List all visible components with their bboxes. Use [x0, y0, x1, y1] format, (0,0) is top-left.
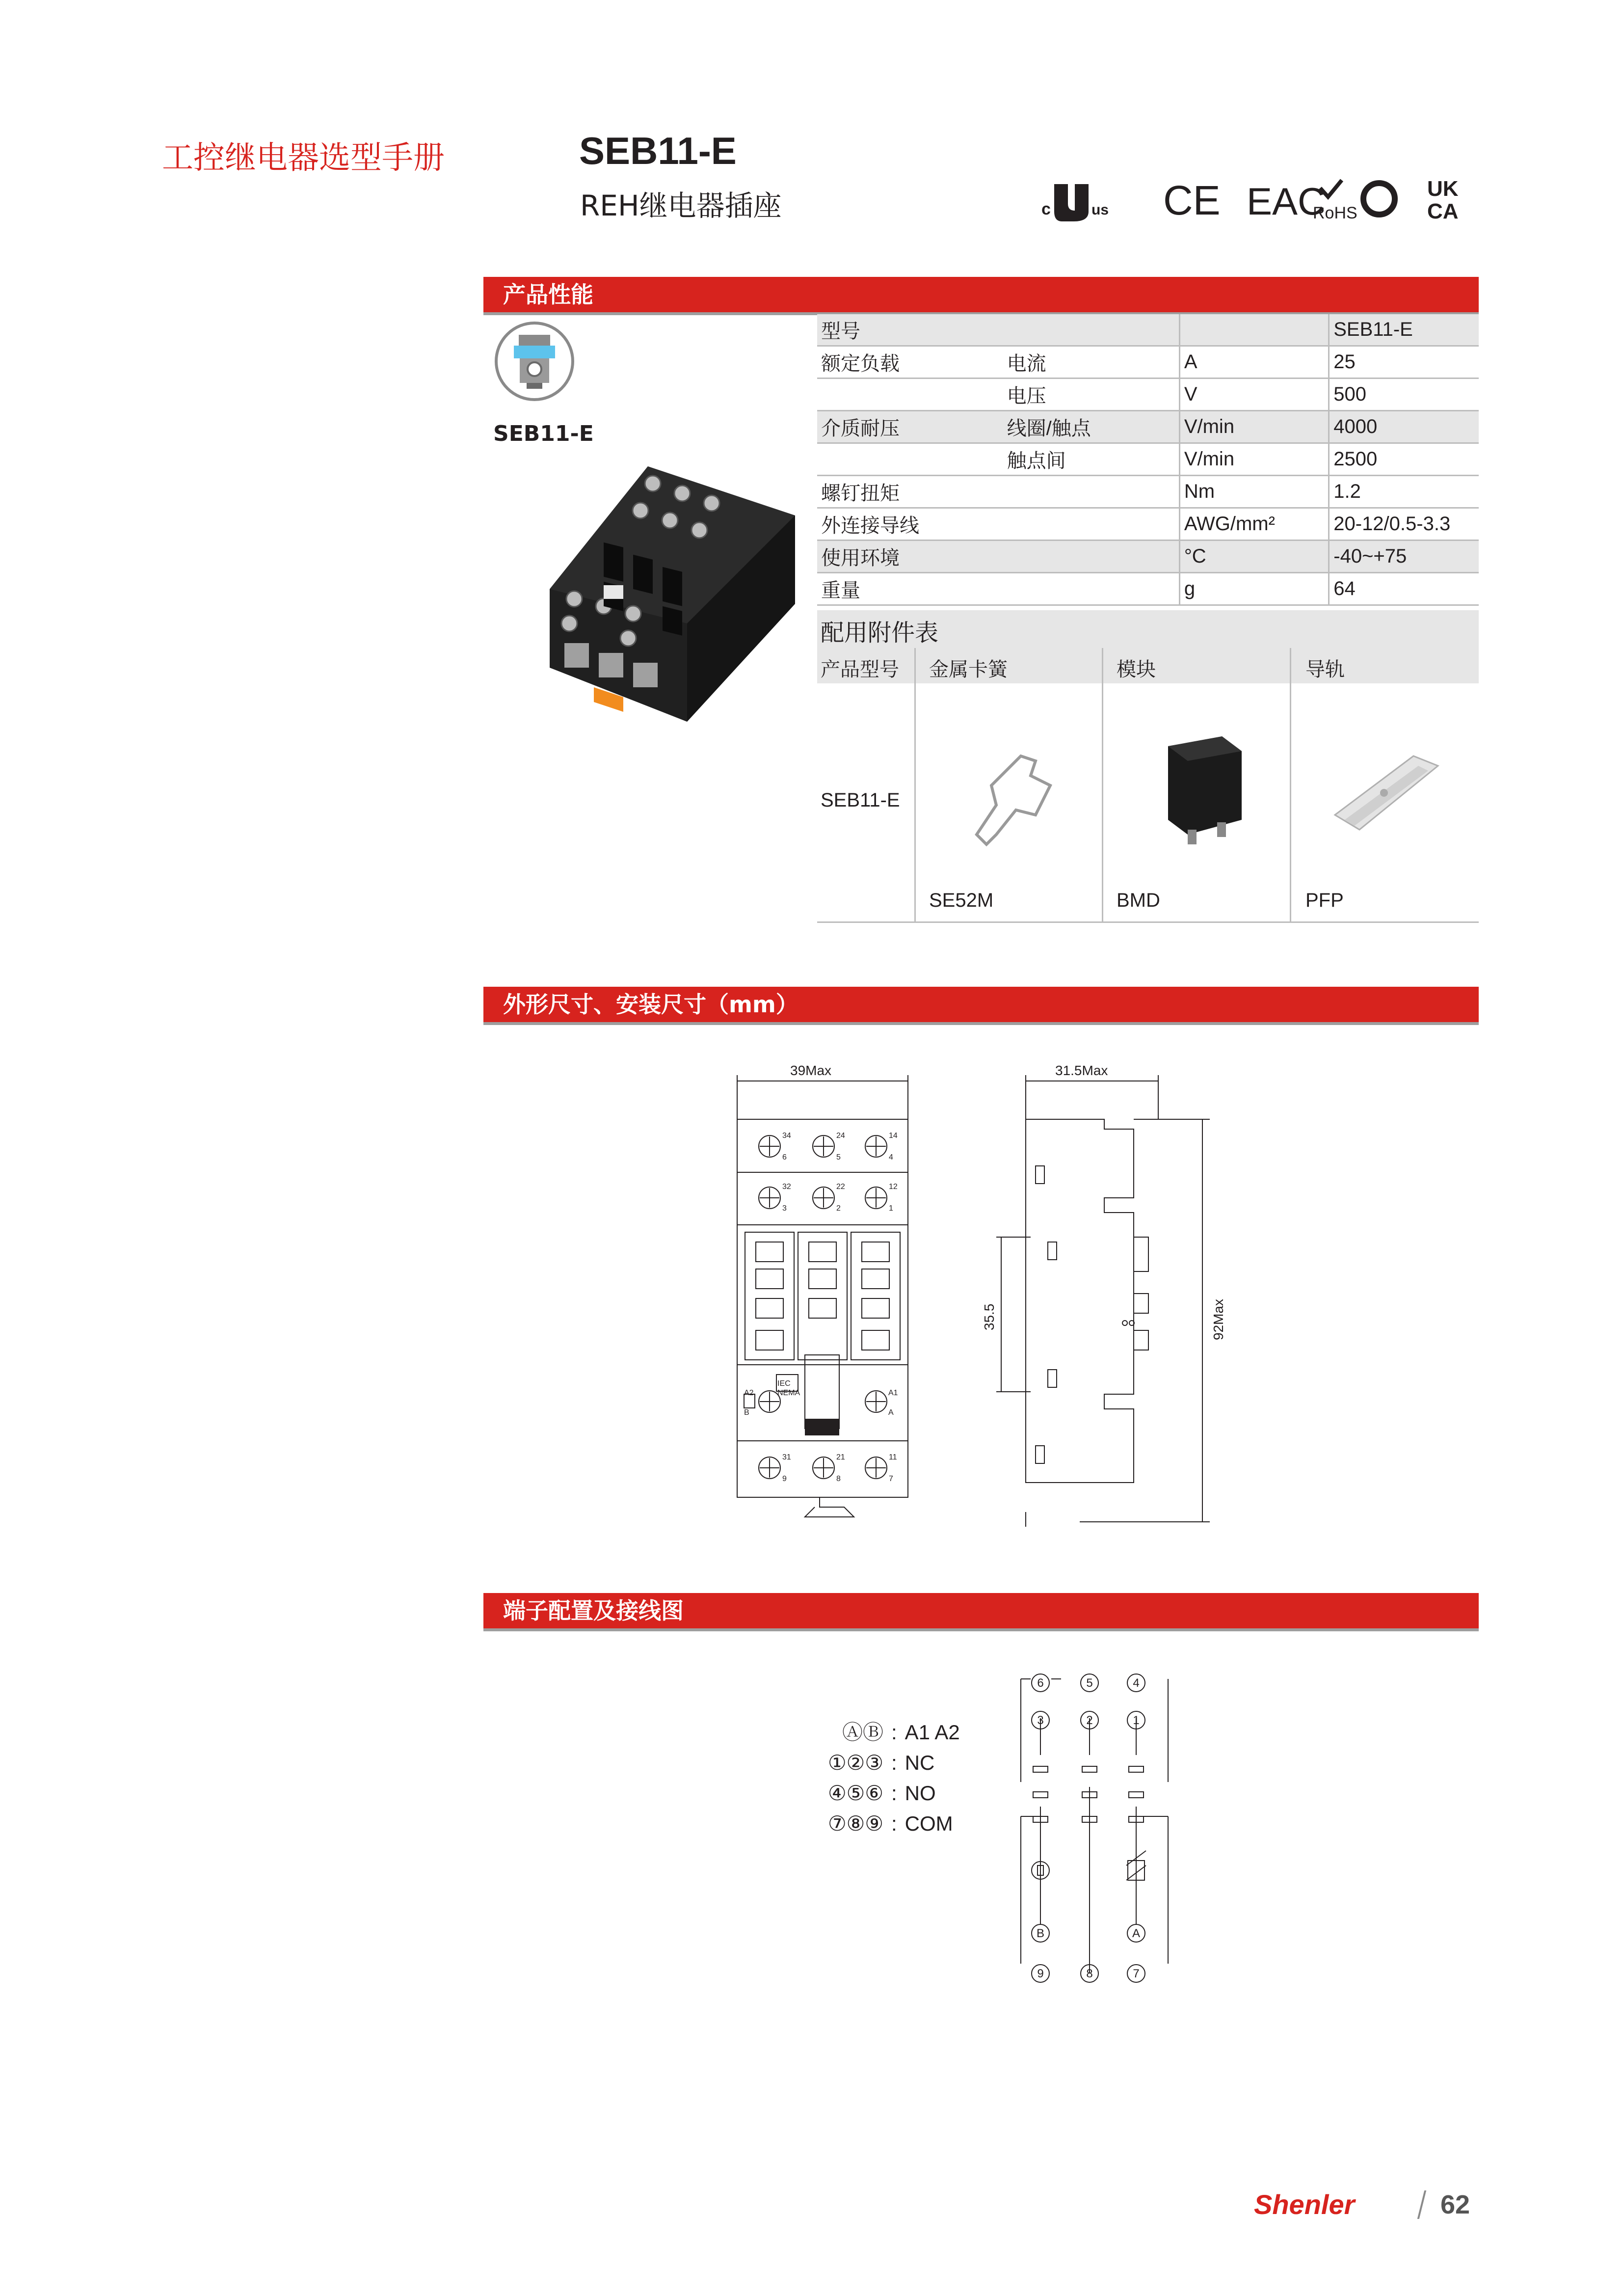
spec-unit: AWG/mm² — [1179, 508, 1329, 540]
spec-sub: 电压 — [1003, 378, 1180, 411]
spec-param — [817, 378, 1003, 411]
wire-node-a — [1127, 1924, 1145, 1942]
acc-divider-3 — [1290, 648, 1291, 923]
term-8: 8 — [836, 1475, 841, 1483]
spec-unit: V — [1179, 378, 1329, 411]
wire-node-7 — [1127, 1965, 1145, 1982]
term-a2: A2 — [744, 1389, 754, 1397]
spec-row — [817, 378, 1479, 411]
term-2: 2 — [836, 1204, 841, 1213]
spec-param: 型号 — [817, 314, 1003, 346]
term-34: 34 — [782, 1132, 791, 1140]
spec-value: 4000 — [1329, 411, 1479, 443]
acc-divider-1 — [914, 648, 916, 923]
spec-param: 使用环境 — [817, 540, 1003, 573]
svg-text:9: 9 — [1037, 1967, 1044, 1980]
term-6: 6 — [782, 1153, 787, 1162]
svg-text:B: B — [1036, 1927, 1045, 1940]
term-32: 32 — [782, 1183, 791, 1191]
nema-label: NEMA — [777, 1389, 800, 1397]
spec-sub — [1003, 508, 1180, 540]
wiring-diagram — [1016, 1669, 1173, 1993]
spec-value: 2500 — [1329, 443, 1479, 476]
module-image — [1158, 731, 1251, 849]
acc-col-rail: 导轨 — [1305, 659, 1345, 680]
spec-value: 20-12/0.5-3.3 — [1329, 508, 1479, 540]
side-width-label: 31.5Max — [1055, 1063, 1108, 1078]
legend-row: ④⑤⑥ : NO — [805, 1778, 972, 1809]
term-9: 9 — [782, 1475, 787, 1483]
spec-row — [817, 411, 1479, 443]
spec-value: 25 — [1329, 346, 1479, 378]
legend-meaning: NC — [905, 1751, 935, 1774]
ukca-uk: UK — [1427, 177, 1459, 201]
ukca-ca: CA — [1427, 199, 1459, 223]
legend-row: ⒶⒷ : A1 A2 — [829, 1717, 977, 1748]
spec-sub — [1003, 573, 1180, 605]
spec-sub: 线圈/触点 — [1003, 411, 1180, 443]
acc-bottom-rule — [817, 921, 1479, 923]
wire-node-b — [1032, 1924, 1049, 1942]
ul-c-mark: c — [1041, 200, 1051, 218]
spec-value: 500 — [1329, 378, 1479, 411]
spec-sub — [1003, 540, 1180, 573]
spec-row — [817, 346, 1479, 378]
product-photo — [535, 457, 810, 741]
spec-value: -40~+75 — [1329, 540, 1479, 573]
acc-col-model: 产品型号 — [821, 659, 899, 680]
wire-node-6 — [1032, 1674, 1049, 1692]
svg-text:A: A — [1132, 1927, 1141, 1940]
spec-row — [817, 476, 1479, 508]
wire-node-2 — [1081, 1711, 1098, 1729]
legend-meaning: A1 A2 — [905, 1721, 960, 1744]
term-a1: A1 — [888, 1389, 898, 1397]
spec-sub — [1003, 314, 1180, 346]
page-number: 62 — [1440, 2190, 1470, 2219]
legend-symbols: ⒶⒷ — [842, 1721, 883, 1744]
svg-text:8: 8 — [1086, 1967, 1093, 1980]
wire-node-1 — [1127, 1711, 1145, 1729]
iec-label: IEC — [777, 1379, 791, 1388]
term-12: 12 — [889, 1183, 898, 1191]
spec-value: 1.2 — [1329, 476, 1479, 508]
wire-node-9 — [1032, 1965, 1049, 1982]
svg-text:3: 3 — [1037, 1714, 1044, 1727]
product-icon — [493, 320, 576, 403]
footer-brand: Shenler — [1254, 2189, 1355, 2220]
spec-row — [817, 443, 1479, 476]
spec-unit: V/min — [1179, 443, 1329, 476]
spec-row — [817, 573, 1479, 605]
front-coil-window — [805, 1419, 839, 1435]
term-11: 11 — [889, 1453, 897, 1461]
spec-value: SEB11-E — [1329, 314, 1479, 346]
section-dimensions: 外形尺寸、安装尺寸（mm） — [483, 987, 1479, 1022]
legend-symbols: ④⑤⑥ — [828, 1782, 883, 1805]
legend-symbols: ⑦⑧⑨ — [828, 1812, 883, 1835]
acc-item-clip: SE52M — [929, 890, 994, 911]
spec-sub: 触点间 — [1003, 443, 1180, 476]
eac-mark: EAC — [1247, 180, 1326, 223]
wire-node-4 — [1127, 1674, 1145, 1692]
ul-us-mark: us — [1091, 202, 1109, 218]
spec-unit: °C — [1179, 540, 1329, 573]
wire-node-5 — [1081, 1674, 1098, 1692]
accessories-title: 配用附件表 — [821, 619, 939, 647]
svg-text:6: 6 — [1037, 1676, 1044, 1690]
svg-text:1: 1 — [1133, 1714, 1140, 1727]
dimension-drawing — [726, 1046, 1247, 1532]
footer-divider — [1417, 2190, 1426, 2219]
catalog-title: 工控继电器选型手册 — [162, 140, 445, 176]
spec-param: 重量 — [817, 573, 1003, 605]
term-31: 31 — [782, 1453, 791, 1461]
spec-unit: V/min — [1179, 411, 1329, 443]
spec-param: 外连接导线 — [817, 508, 1003, 540]
acc-item-rail: PFP — [1305, 890, 1344, 911]
legend-row: ⑦⑧⑨ : COM — [805, 1809, 972, 1839]
term-14: 14 — [889, 1132, 898, 1140]
term-3: 3 — [782, 1204, 787, 1213]
rohs-mark: RoHS — [1313, 204, 1357, 222]
spec-row — [817, 540, 1479, 573]
spec-row — [817, 508, 1479, 540]
term-21: 21 — [836, 1453, 845, 1461]
acc-model-value: SEB11-E — [821, 789, 900, 811]
ce-mark: CE — [1163, 177, 1221, 223]
acc-col-module: 模块 — [1117, 659, 1156, 680]
spec-unit — [1179, 314, 1329, 346]
clip-image — [967, 736, 1065, 864]
height-label: 92Max — [1211, 1298, 1226, 1340]
rail-image — [1325, 746, 1443, 844]
wire-node-3 — [1032, 1711, 1049, 1729]
legend-row: ①②③ : NC — [805, 1748, 972, 1778]
term-5: 5 — [836, 1153, 841, 1162]
spec-param: 螺钉扭矩 — [817, 476, 1003, 508]
svg-text:5: 5 — [1086, 1676, 1093, 1690]
spec-param: 额定负载 — [817, 346, 1003, 378]
term-24: 24 — [836, 1132, 845, 1140]
term-b: B — [744, 1408, 749, 1417]
rail-label: 35.5 — [982, 1303, 997, 1330]
term-4: 4 — [889, 1153, 893, 1162]
front-width-label: 39Max — [790, 1063, 832, 1078]
spec-param: 介质耐压 — [817, 411, 1003, 443]
acc-col-clip: 金属卡簧 — [929, 659, 1008, 680]
wire-node-8 — [1081, 1965, 1098, 1982]
section-performance: 产品性能 — [483, 277, 1479, 312]
spec-table — [817, 314, 1479, 606]
legend-symbols: ①②③ — [828, 1751, 883, 1774]
spec-sub: 电流 — [1003, 346, 1180, 378]
term-22: 22 — [836, 1183, 845, 1191]
term-7: 7 — [889, 1475, 893, 1483]
spec-unit: A — [1179, 346, 1329, 378]
term-1: 1 — [889, 1204, 893, 1213]
spec-param — [817, 443, 1003, 476]
acc-item-module: BMD — [1117, 890, 1160, 911]
model-title: SEB11-E — [579, 129, 737, 172]
cert-marks — [1040, 169, 1482, 223]
term-a: A — [888, 1408, 894, 1417]
cert-logos — [1040, 169, 1482, 223]
svg-text:2: 2 — [1086, 1714, 1093, 1727]
svg-text:7: 7 — [1133, 1967, 1140, 1980]
ul-icon — [1054, 184, 1089, 221]
model-subtitle: REH继电器插座 — [580, 189, 782, 222]
acc-divider-2 — [1102, 648, 1103, 923]
spec-sub — [1003, 476, 1180, 508]
ccc-icon — [1363, 183, 1395, 215]
section-wiring: 端子配置及接线图 — [483, 1593, 1479, 1628]
legend-meaning: COM — [905, 1812, 953, 1835]
spec-unit: Nm — [1179, 476, 1329, 508]
spec-value: 64 — [1329, 573, 1479, 605]
spec-unit: g — [1179, 573, 1329, 605]
legend-meaning: NO — [905, 1782, 936, 1805]
svg-text:4: 4 — [1133, 1676, 1140, 1690]
product-label: SEB11-E — [493, 421, 594, 446]
spec-row — [817, 314, 1479, 346]
